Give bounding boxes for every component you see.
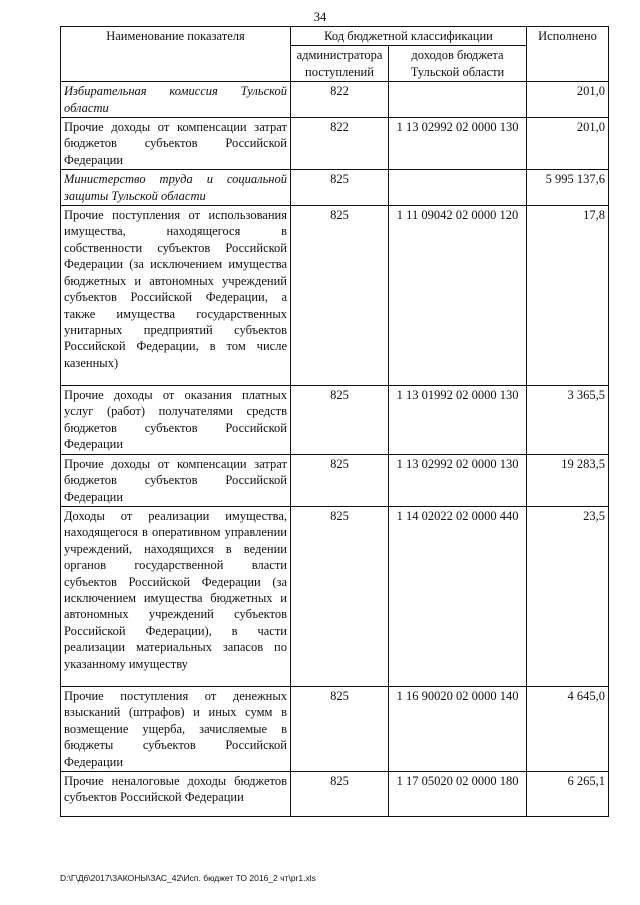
table-row [61,82,609,118]
row-revenue-code: 1 17 05020 02 0000 180 [389,771,527,816]
row-admin-code: 825 [291,386,389,455]
table-row [61,118,609,170]
row-admin-code: 825 [291,454,389,506]
header-executed: Исполнено [527,27,609,82]
row-name: Доходы от реализации имущества, находящегося в оперативном управлении учреждений, находящихся в ведении органов государственной власти субъектов Российской Федерации (за исключением имущества бюджетных и автономных учреждений субъектов Российской Федерации), в части реализации материальных запасов по указанному имуществу [61,506,291,686]
header-revenue-code: доходов бюджета Тульской области [389,46,527,82]
table-row [61,386,609,455]
row-revenue-code: 1 14 02022 02 0000 440 [389,506,527,686]
row-revenue-code [389,170,527,206]
row-admin-code: 825 [291,170,389,206]
row-amount: 6 265,1 [527,771,609,816]
row-name: Прочие доходы от компенсации затрат бюджетов субъектов Российской Федерации [61,454,291,506]
header-indicator-name: Наименование показателя [61,27,291,82]
row-admin-code: 825 [291,686,389,771]
header-administrator: администратора поступлений [291,46,389,82]
row-revenue-code [389,82,527,118]
row-revenue-code: 1 13 02992 02 0000 130 [389,118,527,170]
row-admin-code: 825 [291,506,389,686]
row-admin-code: 825 [291,771,389,816]
table-row [61,454,609,506]
page-number: 34 [313,10,327,24]
row-amount: 19 283,5 [527,454,609,506]
file-path-footer: D:\Г\Д6\2017\ЗАКОНЫ\ЗАС_42\Исп. бюджет ТО 2016_2 чт\pr1.xls [60,873,316,883]
row-amount: 4 645,0 [527,686,609,771]
row-amount: 3 365,5 [527,386,609,455]
row-revenue-code: 1 11 09042 02 0000 120 [389,206,527,386]
row-name: Прочие поступления от денежных взысканий (штрафов) и иных сумм в возмещение ущерба, зачисляемые в бюджеты субъектов Российской Федерации [61,686,291,771]
row-revenue-code: 1 13 02992 02 0000 130 [389,454,527,506]
table-row [61,170,609,206]
row-revenue-code: 1 16 90020 02 0000 140 [389,686,527,771]
row-amount: 23,5 [527,506,609,686]
budget-table [60,26,609,817]
row-admin-code: 822 [291,82,389,118]
table-row [61,506,609,686]
row-admin-code: 825 [291,206,389,386]
row-amount: 5 995 137,6 [527,170,609,206]
row-name: Прочие неналоговые доходы бюджетов субъектов Российской Федерации [61,771,291,816]
row-name: Министерство труда и социальной защиты Тульской области [61,170,291,206]
row-name: Избирательная комиссия Тульской области [61,82,291,118]
row-name: Прочие поступления от использования имущества, находящегося в собственности субъектов Российской Федерации (за исключением имущества бюджетных и автономных учреждений субъектов Российской Федерации, а также имущества государственных унитарных предприятий субъектов Российской Федерации, в том числе казенных) [61,206,291,386]
row-name: Прочие доходы от компенсации затрат бюджетов субъектов Российской Федерации [61,118,291,170]
row-amount: 17,8 [527,206,609,386]
row-name: Прочие доходы от оказания платных услуг (работ) получателями средств бюджетов субъектов Российской Федерации [61,386,291,455]
table-row [61,686,609,771]
table-row [61,206,609,386]
row-amount: 201,0 [527,82,609,118]
table-row [61,771,609,816]
row-revenue-code: 1 13 01992 02 0000 130 [389,386,527,455]
row-admin-code: 822 [291,118,389,170]
row-amount: 201,0 [527,118,609,170]
header-budget-classification: Код бюджетной классификации [291,27,527,46]
